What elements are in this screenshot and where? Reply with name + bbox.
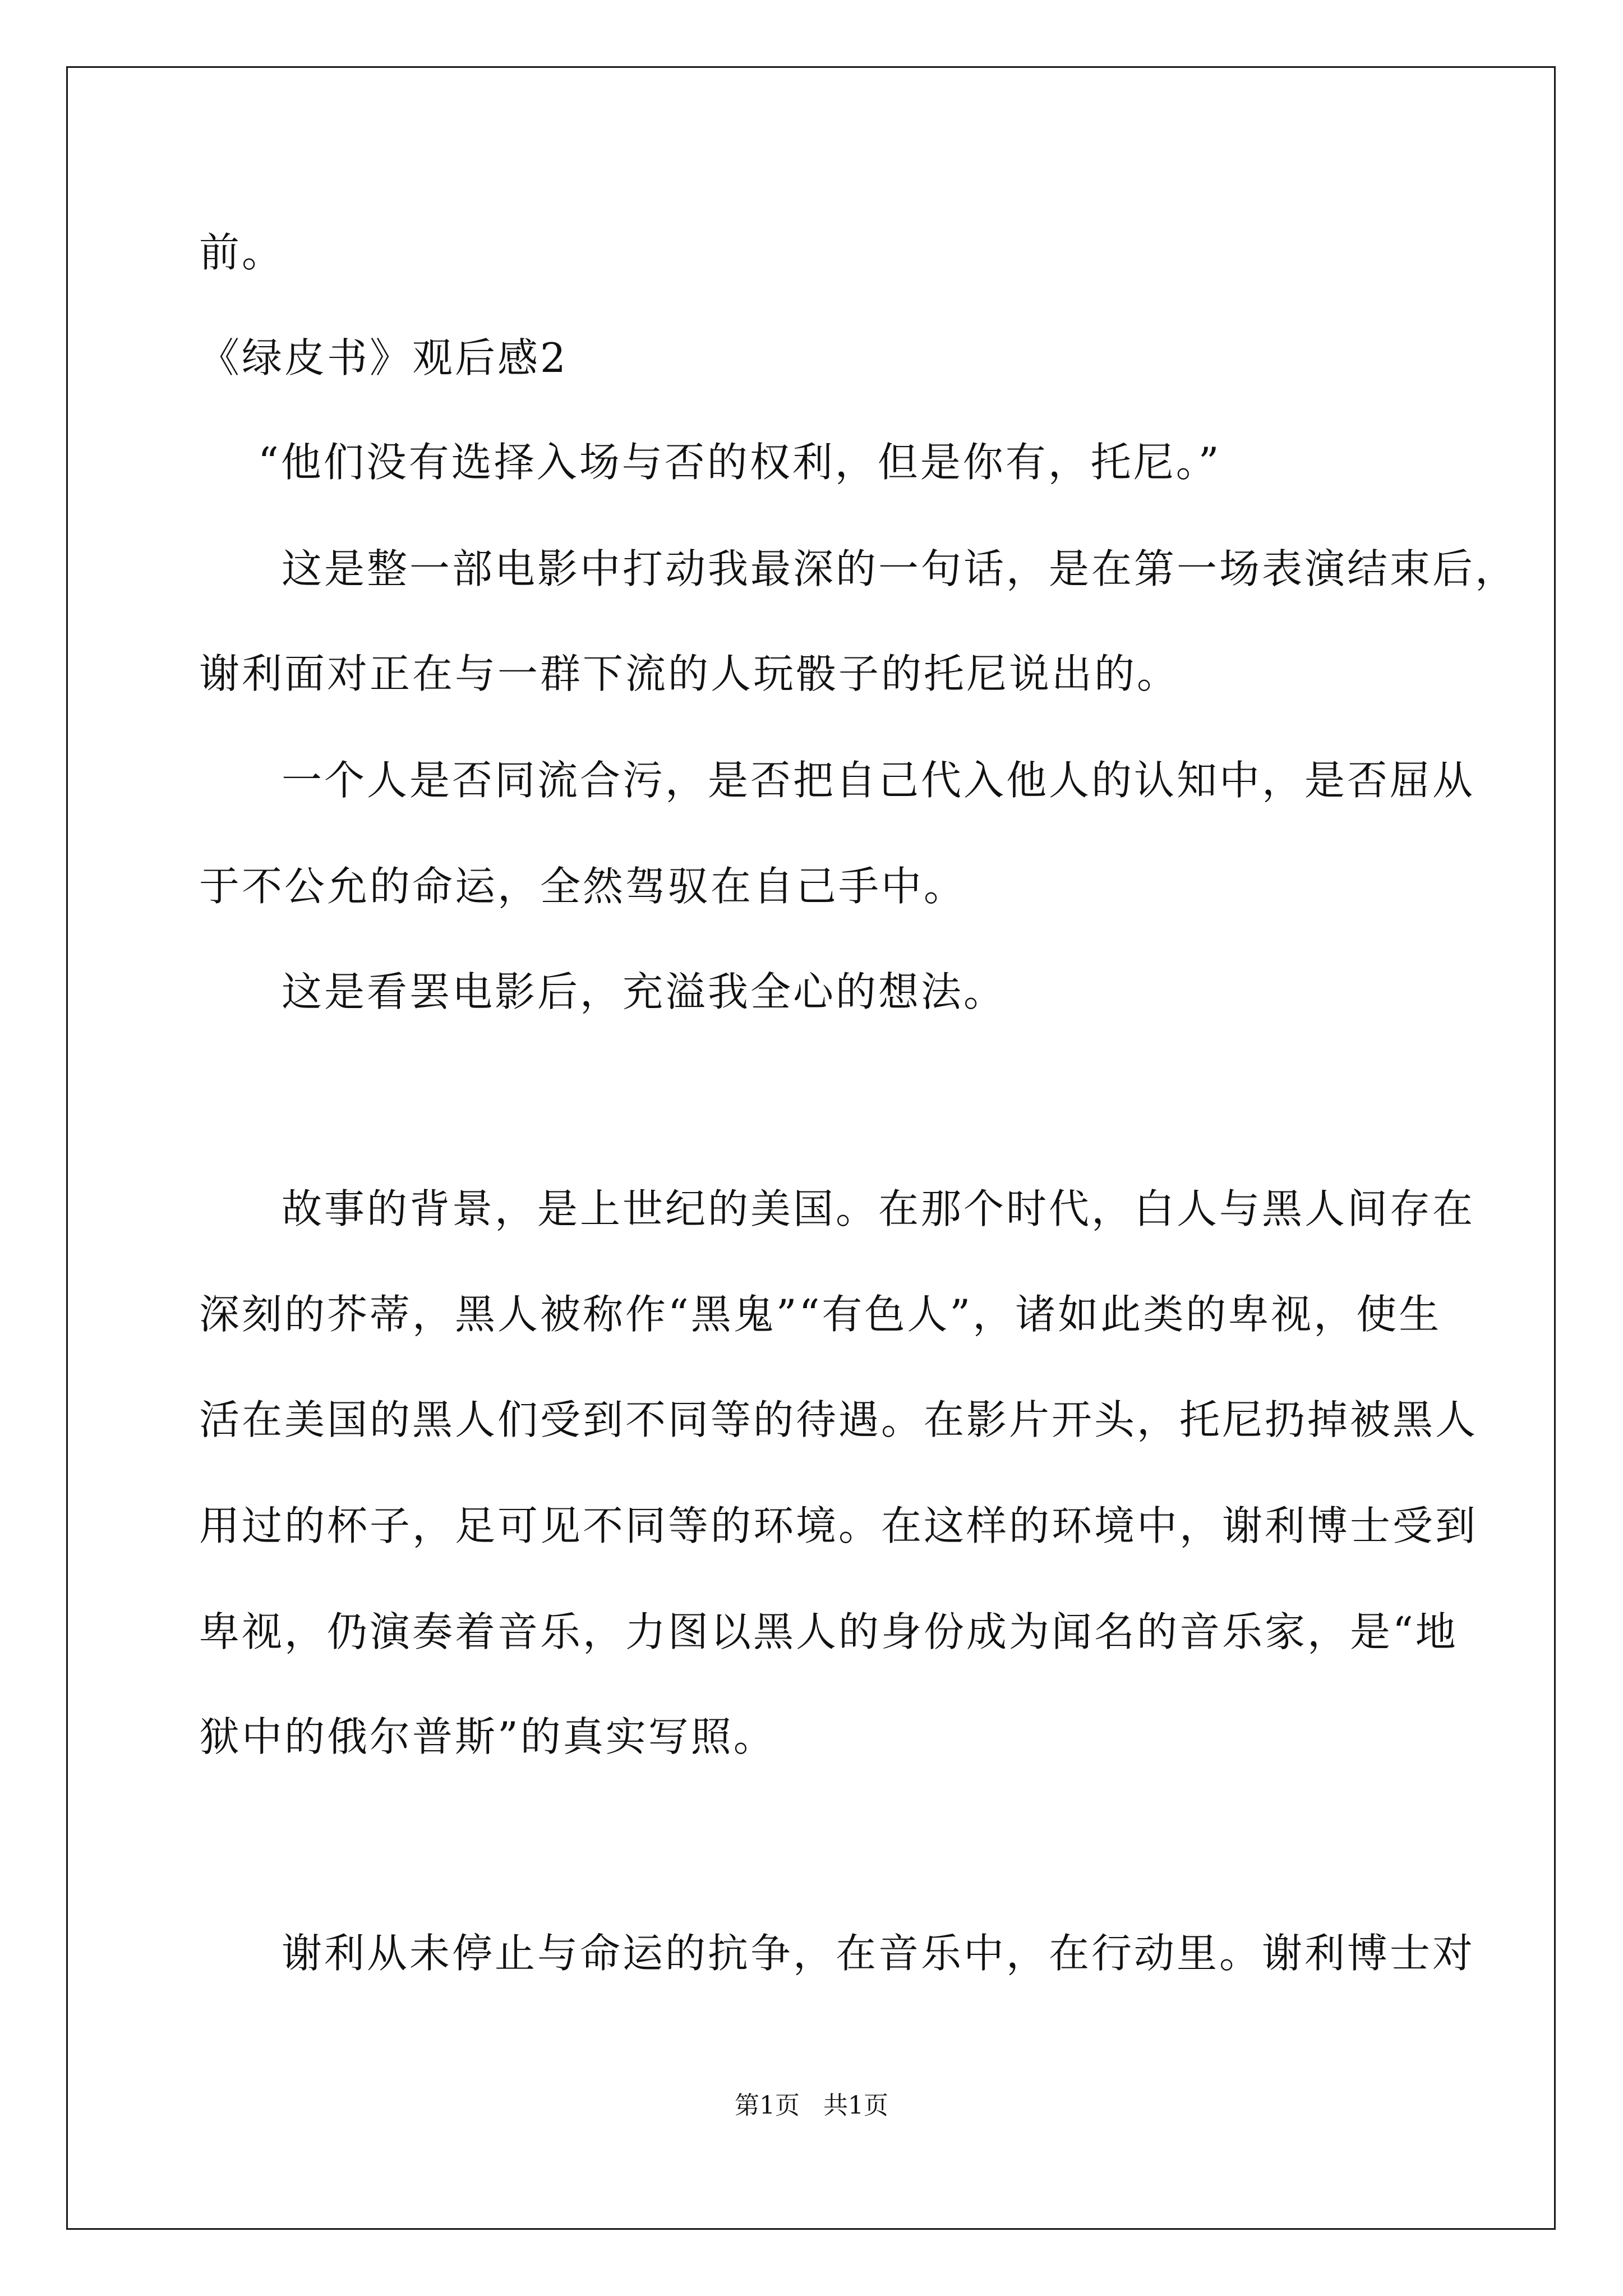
body-line-continuation: 前。 [199, 229, 285, 276]
paragraph-4-line-2: 深刻的芥蒂，黑人被称作“黑鬼”“有色人”，诸如此类的卑视，使生 [199, 1291, 1442, 1338]
paragraph-1-line-2: 谢利面对正在与一群下流的人玩骰子的托尼说出的。 [199, 650, 1180, 697]
page-number-total: 共1页 [823, 2091, 888, 2120]
paragraph-4-line-5: 卑视，仍演奏着音乐，力图以黑人的身份成为闻名的音乐家，是“地 [199, 1608, 1458, 1655]
opening-quote: “他们没有选择入场与否的权利，但是你有，托尼。” [258, 439, 1221, 486]
paragraph-5-line-1: 谢利从未停止与命运的抗争，在音乐中，在行动里。谢利博士对 [282, 1930, 1476, 1977]
section-heading: 《绿皮书》观后感2 [199, 334, 568, 381]
paragraph-4-line-3: 活在美国的黑人们受到不同等的待遇。在影片开头，托尼扔掉被黑人 [199, 1396, 1478, 1443]
paragraph-4-line-1: 故事的背景，是上世纪的美国。在那个时代，白人与黑人间存在 [282, 1185, 1476, 1232]
page-number-current: 第1页 [735, 2091, 800, 2120]
page-footer [0, 2089, 1623, 2123]
paragraph-4-line-4: 用过的杯子，足可见不同等的环境。在这样的环境中，谢利博士受到 [199, 1502, 1478, 1549]
paragraph-4-line-6: 狱中的俄尔普斯”的真实写照。 [199, 1713, 776, 1760]
paragraph-1-line-1: 这是整一部电影中打动我最深的一句话，是在第一场表演结束后， [282, 545, 1518, 592]
paragraph-2-line-1: 一个人是否同流合污，是否把自己代入他人的认知中，是否屈从 [282, 757, 1476, 804]
paragraph-2-line-2: 于不公允的命运，全然驾驭在自己手中。 [199, 863, 967, 910]
page-border [66, 66, 1556, 2230]
paragraph-3-line-1: 这是看罢电影后，充溢我全心的想法。 [282, 968, 1007, 1015]
